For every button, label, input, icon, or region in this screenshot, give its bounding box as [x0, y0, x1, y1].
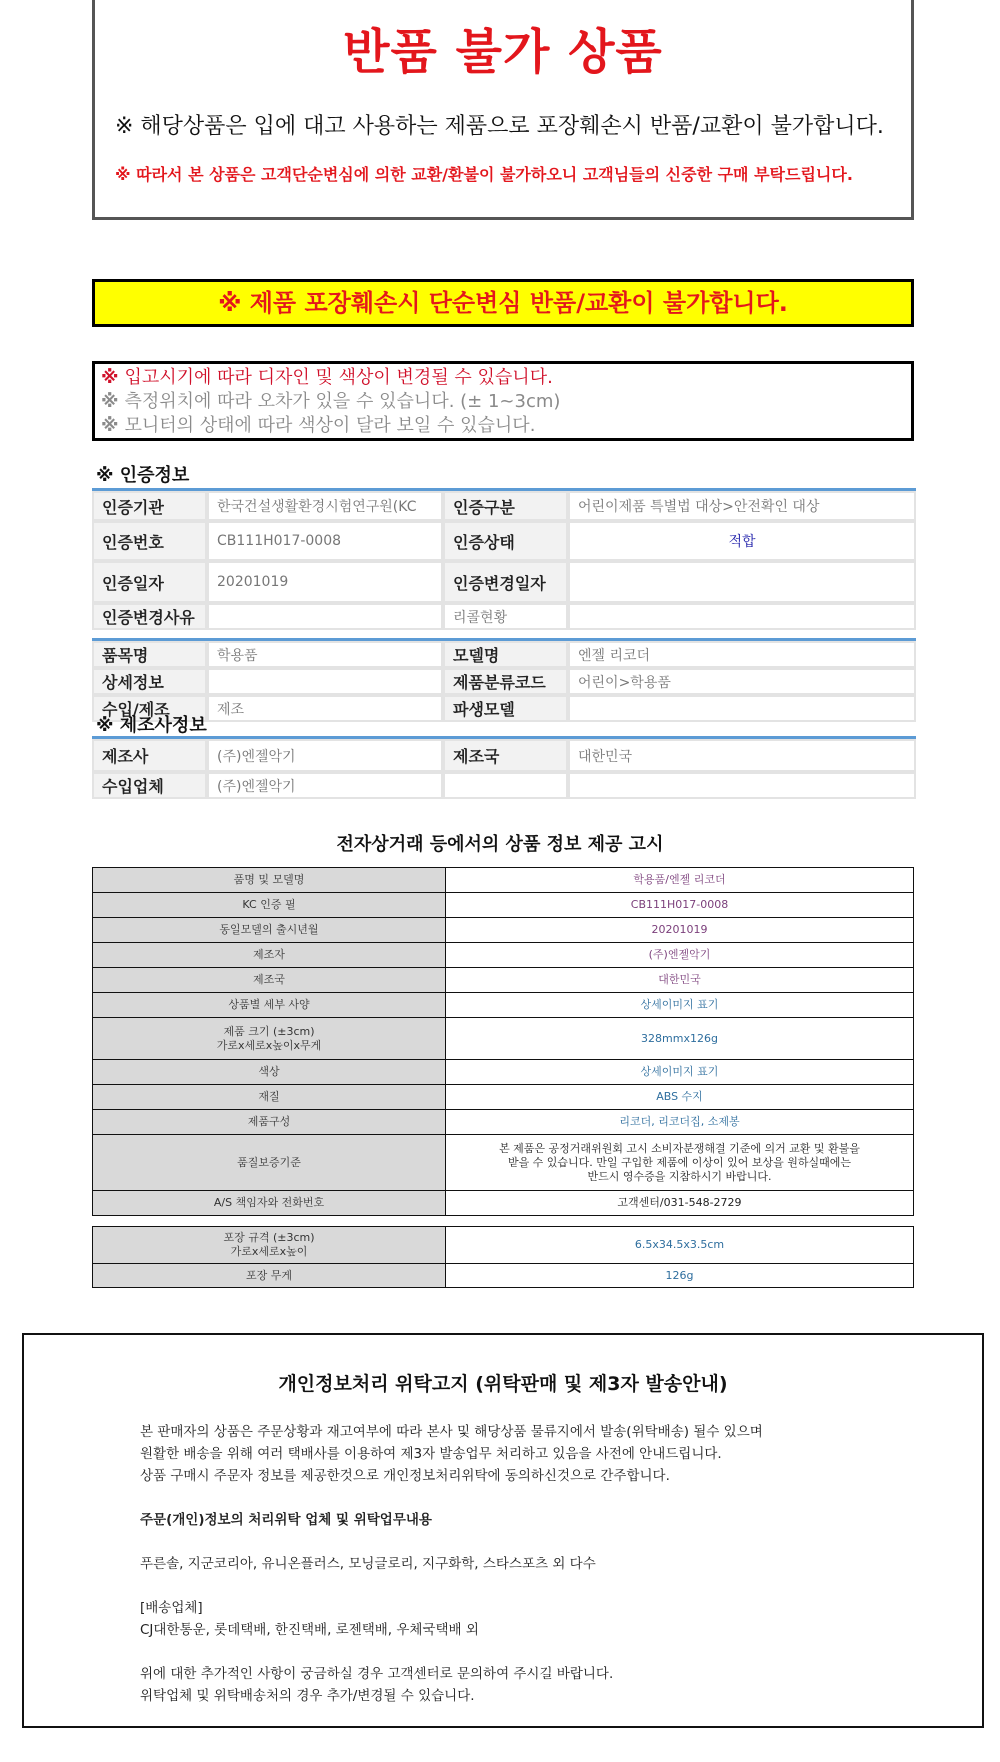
table-row: 수입/제조 제조 파생모델 — [92, 695, 916, 722]
table-row: 제조사 (주)엔젤악기 제조국 대한민국 — [92, 739, 916, 772]
table-row: 수입업체 (주)엔젤악기 — [92, 772, 916, 799]
ecommerce-notice-table — [92, 867, 914, 1216]
table-row: 인증번호 CB111H017-0008 인증상태 적합 — [92, 521, 916, 561]
product-info-table — [92, 638, 916, 722]
reference-mark-icon: ※ — [101, 415, 119, 436]
table-row: 색상 상세이미지 표기 — [93, 1060, 914, 1085]
note-measurement: ※ 측정위치에 따라 오차가 있을 수 있습니다. (± 1~3cm) — [101, 391, 561, 412]
package-damage-notice: ※ 제품 포장훼손시 단순변심 반품/교환이 불가합니다. — [92, 279, 914, 327]
table-row: KC 인증 필 CB111H017-0008 — [93, 893, 914, 918]
certification-table — [92, 488, 916, 630]
table-row: 제품구성 리코더, 리코더집, 소제봉 — [93, 1110, 914, 1135]
table-row: 품질보증기준 본 제품은 공정거래위원회 고시 소비자분쟁해결 기준에 의거 교환 및 환불을 받을 수 있습니다. 만일 구입한 제품에 이상이 있어 보상을 원하실때에는 반드시 영수증을 지참하시기 바랍니다. — [93, 1135, 914, 1191]
manufacturer-table — [92, 736, 916, 799]
consignee-list: 푸른솔, 지군코리아, 유니온플러스, 모닝글로리, 지구화학, 스타스포츠 외 다수 — [140, 1556, 596, 1572]
privacy-consignment-notice — [22, 1333, 984, 1728]
no-return-warning: ※ 따라서 본 상품은 고객단순변심에 의한 교환/환불이 불가하오니 고객님들의 신중한 구매 부탁드립니다. — [115, 165, 853, 184]
table-row: 제품 크기 (±3cm) 가로x세로x높이x무게 328mmx126g — [93, 1018, 914, 1060]
no-return-title: 반품 불가 상품 — [343, 24, 663, 80]
no-return-reason: ※ 해당상품은 입에 대고 사용하는 제품으로 포장훼손시 반품/교환이 불가합니다. — [115, 114, 884, 139]
carriers-label: [배송업체] — [140, 1600, 203, 1616]
table-row: 인증기관 한국건설생활환경시험연구원(KC 인증구분 어린이제품 특별법 대상>안전확인 대상 — [92, 491, 916, 521]
note-design-change: ※ 입고시기에 따라 디자인 및 색상이 변경될 수 있습니다. — [101, 367, 553, 388]
table-row: 제조국 대한민국 — [93, 968, 914, 993]
privacy-notice-body: 본 판매자의 상품은 주문상황과 재고여부에 따라 본사 및 해당상품 물류지에서 발송(위탁배송) 될수 있으며 원활한 배송을 위해 여러 택배사를 이용하여 제3자 발송업무 처리하고 있음을 사전에 안내드립니다. 상품 구매시 주문자 정보를 제공한것으로 개인정보처리위탁에 동의하신것으로 간주합니다. 주문(개인)정보의 처리위탁 업체 및 위탁업무내용 푸른솔, 지군코리아, 유니온플러스, 모닝글로리, 지구화학, 스타스포츠 외 다수 [배송업체] CJ대한통운, 롯데택배, 한진택배, 로젠택배, 우체국택배 외 위에 대한 추가적인 사항이 궁금하실 경우 고객센터로 문의하여 주시길 바랍니다. 위탁업체 및 위탁배송처의 경우 추가/변경될 수 있습니다. — [140, 1421, 940, 1707]
table-row: 상품별 세부 사양 상세이미지 표기 — [93, 993, 914, 1018]
table-row: 포장 규격 (±3cm) 가로x세로x높이 6.5x34.5x3.5cm — [93, 1227, 914, 1264]
package-info-table — [92, 1226, 914, 1288]
note-monitor-color: ※ 모니터의 상태에 따라 색상이 달라 보일 수 있습니다. — [101, 415, 536, 436]
consignee-subheading: 주문(개인)정보의 처리위탁 업체 및 위탁업무내용 — [140, 1512, 432, 1528]
table-row: 동일모델의 출시년월 20201019 — [93, 918, 914, 943]
table-row: A/S 책임자와 전화번호 고객센터/031-548-2729 — [93, 1191, 914, 1216]
product-notes-box — [92, 361, 914, 441]
reference-mark-icon: ※ — [101, 391, 119, 412]
manufacturer-heading: ※ 제조사정보 — [96, 715, 207, 736]
table-row: 인증일자 20201019 인증변경일자 — [92, 561, 916, 603]
privacy-notice-title: 개인정보처리 위탁고지 (위탁판매 및 제3자 발송안내) — [278, 1373, 728, 1395]
table-row: 포장 무게 126g — [93, 1264, 914, 1288]
no-return-notice-box — [92, 0, 914, 220]
table-row: 재질 ABS 수지 — [93, 1085, 914, 1110]
reference-mark-icon: ※ — [101, 367, 119, 388]
table-row: 상세정보 제품분류코드 어린이>학용품 — [92, 668, 916, 695]
table-row: 제조자 (주)엔젤악기 — [93, 943, 914, 968]
table-row: 품명 및 모델명 학용품/엔젤 리코더 — [93, 868, 914, 893]
ecommerce-notice-title: 전자상거래 등에서의 상품 정보 제공 고시 — [336, 834, 664, 855]
certification-heading: ※ 인증정보 — [96, 465, 190, 486]
table-row: 품목명 학용품 모델명 엔젤 리코더 — [92, 641, 916, 668]
carriers-list: CJ대한통운, 롯데택배, 한진택배, 로젠택배, 우체국택배 외 — [140, 1622, 479, 1638]
certification-status: 적합 — [568, 521, 916, 561]
table-row: 인증변경사유 리콜현황 — [92, 603, 916, 630]
